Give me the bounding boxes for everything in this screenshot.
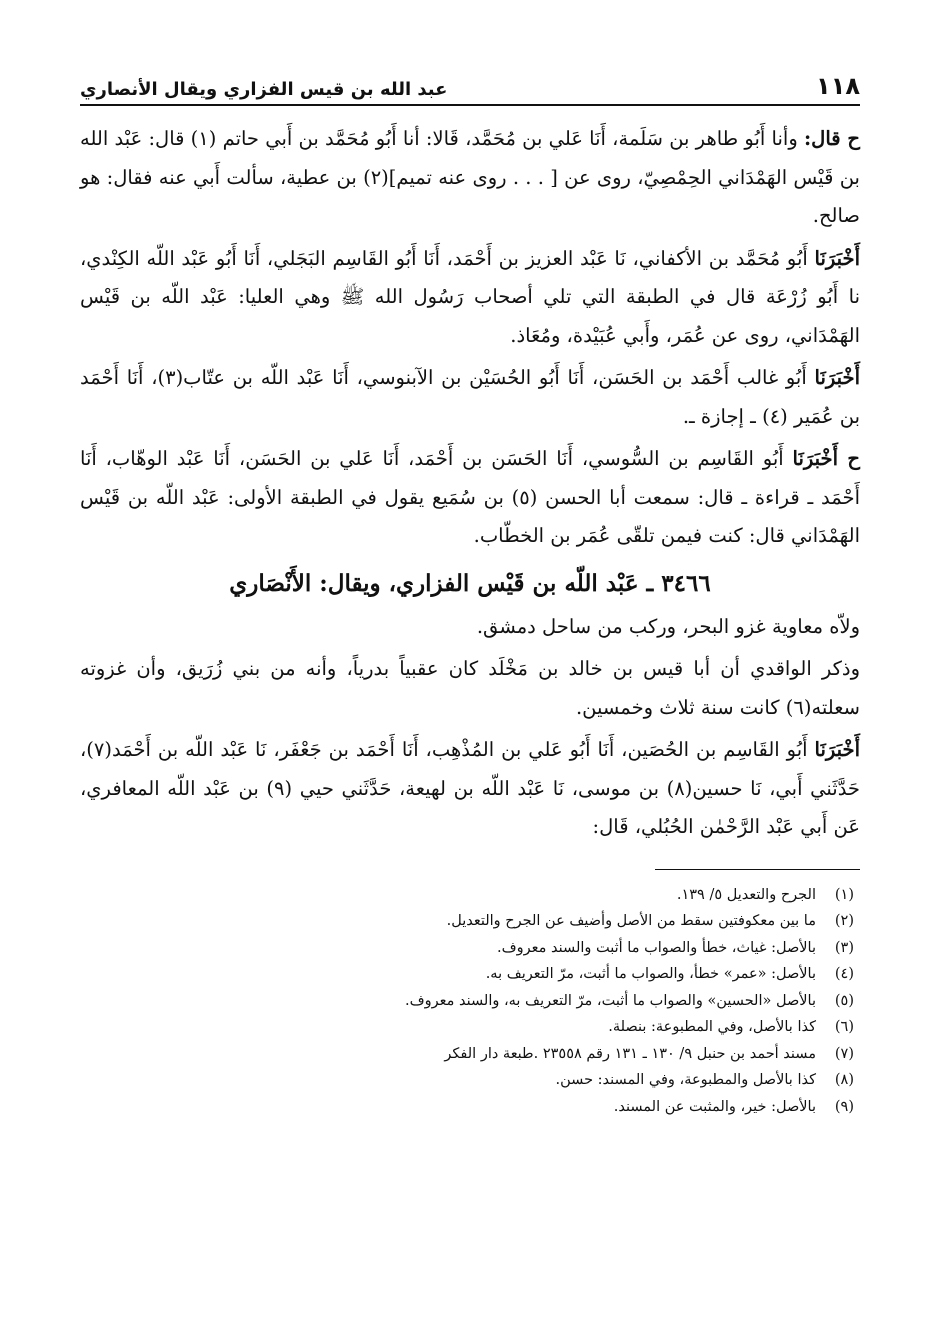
footnote [80, 988, 854, 1015]
paragraph-lead: ح قال: [803, 127, 860, 150]
paragraph-text: أَبُو القَاسِم بن السُّوسي، أَنَا الحَسَن بن أَحْمَد، أَنَا عَلي بن الحَسَن، أَنَا عَبْد الوهّاب، أَنَا أَحْمَد ـ قراءة ـ قال: سمعت أبا الحسن (٥) بن سُمَيع يقول في الطبقة الأولى: عَبْد اللّه بن قَيْس الهَمْدَاني قال: كنت فيمن تلقّى عُمَر بن الخطّاب. [80, 447, 860, 547]
paragraph-text: وأنا أَبُو طاهر بن سَلَمة، أَنَا عَلي بن مُحَمَّد، قَالا: أنا أَبُو مُحَمَّد بن أَبي حاتم (١) قال: عَبْد الله بن قَيْس الهَمْدَاني الحِمْصِيّ، روى عن [ . . . روى عنه تميم](٢) بن عطية، سألت أَبي عنه فقال: هو صالح. [80, 127, 860, 227]
footnote-text: بالأصل: غياث، خطأ والصواب ما أثبت والسند معروف. [497, 939, 816, 956]
footnote-divider [655, 869, 860, 870]
footnote-text: بالأصل «الحسين» والصواب ما أثبت، مرّ التعريف به، والسند معروف. [404, 992, 816, 1009]
paragraph-text: وذكر الواقدي أن أبا قيس بن خالد بن مَخْلَد كان عقبياً بدرياً، وأنه من بني زُرَيق، وأن غزوته سعلته(٦) كانت سنة ثلاث وخمسين. [80, 657, 860, 719]
paragraph [80, 650, 860, 727]
footnote [80, 1067, 854, 1094]
footnote-number: (٣) [834, 939, 854, 956]
footnote-number: (٤) [834, 966, 854, 982]
footnote-text: بالأصل: خير، والمثبت عن المسند. [613, 1098, 816, 1115]
footnotes [80, 882, 860, 1121]
footnote-number: (٨) [834, 1072, 854, 1088]
footnote [80, 1094, 854, 1121]
footnote-number: (١) [834, 886, 854, 903]
footnote-text: كذا بالأصل، وفي المطبوعة: بنصلة. [608, 1019, 816, 1035]
footnote [80, 1014, 854, 1041]
paragraph [80, 240, 860, 356]
paragraph [80, 120, 860, 236]
paragraph-text: أَبُو القَاسِم بن الحُصَين، أَنَا أَبُو عَلي بن المُذْهِب، أَنَا أَحْمَد بن جَعْفَر، نَا عَبْد اللّه بن أَحْمَد(٧)، حَدَّثَني أَبي، نَا حسين(٨) بن موسى، نَا عَبْد اللّه بن لهيعة، حَدَّثَني حيي (٩) بن عَبْد اللّه المعافري، عَن أَبي عَبْد الرَّحْمٰن الحُبُلي، قَال: [80, 738, 860, 838]
footnote-number: (٧) [834, 1045, 854, 1062]
paragraph-lead: أَخْبَرَنَا [814, 738, 860, 761]
paragraph-text: ولاّه معاوية غزو البحر، وركب من ساحل دمشق. [476, 614, 860, 638]
footnote-number: (٩) [834, 1098, 854, 1115]
paragraph-text: أَبُو غالب أَحْمَد بن الحَسَن، أَنَا أَبُو الحُسَيْن بن الآبنوسي، أَنَا عَبْد اللّه بن عتّاب(٣)، أَنَا أَحْمَد بن عُمَير (٤) ـ إجازة ـ. [80, 366, 860, 428]
paragraph-lead: أَخْبَرَنَا [814, 366, 860, 389]
footnote [80, 961, 854, 988]
footnote-text: ما بين معكوفتين سقط من الأصل وأضيف عن الجرح والتعديل. [446, 913, 816, 929]
page-header [80, 62, 860, 106]
footnote-number: (٦) [834, 1019, 854, 1035]
footnote-text: كذا بالأصل والمطبوعة، وفي المسند: حسن. [555, 1072, 816, 1088]
main-text [80, 120, 860, 847]
paragraph-lead: ح أَخْبَرَنَا [792, 447, 860, 470]
paragraph [80, 608, 860, 647]
paragraph-lead: أَخْبَرَنَا [814, 246, 860, 270]
footnote [80, 1041, 854, 1068]
page-number: ١١٨ [816, 72, 860, 100]
footnote [80, 882, 854, 909]
footnote [80, 935, 854, 962]
paragraph [80, 731, 860, 847]
footnote-number: (٥) [834, 992, 854, 1009]
paragraph [80, 359, 860, 436]
footnote-text: بالأصل: «عمر» خطأ، والصواب ما أثبت، مرّ التعريف به. [485, 966, 816, 982]
running-title: عبد الله بن قيس الفزاري ويقال الأنصاري [80, 79, 448, 100]
footnote-text: مسند أحمد بن حنبل ٩/ ١٣٠ ـ ١٣١ رقم ٢٣٥٥٨ .طبعة دار الفكر [444, 1045, 816, 1062]
paragraph-text: أَبُو مُحَمَّد بن الأكفاني، نَا عَبْد العزيز بن أَحْمَد، أَنَا أَبُو القَاسِم البَجَلي، أَنَا أَبُو عَبْد اللّه الكِنْدي، نا أَبُو زُرْعَة قال في الطبقة التي تلي أصحاب رَسُول الله ﷺ وهي العليا: عَبْد اللّه بن قَيْس الهَمْدَاني، روى عن عُمَر، وأَبي عُبَيْدة، ومُعَاذ. [80, 246, 860, 347]
paragraph [80, 440, 860, 556]
footnote-text: الجرح والتعديل ٥/ ١٣٩. [676, 886, 816, 903]
section-heading: ٣٤٦٦ ـ عَبْد اللّه بن قَيْس الفزاري، ويقال: الأَنْصَاري [229, 569, 711, 597]
footnote-number: (٢) [834, 913, 854, 929]
footnote [80, 908, 854, 935]
